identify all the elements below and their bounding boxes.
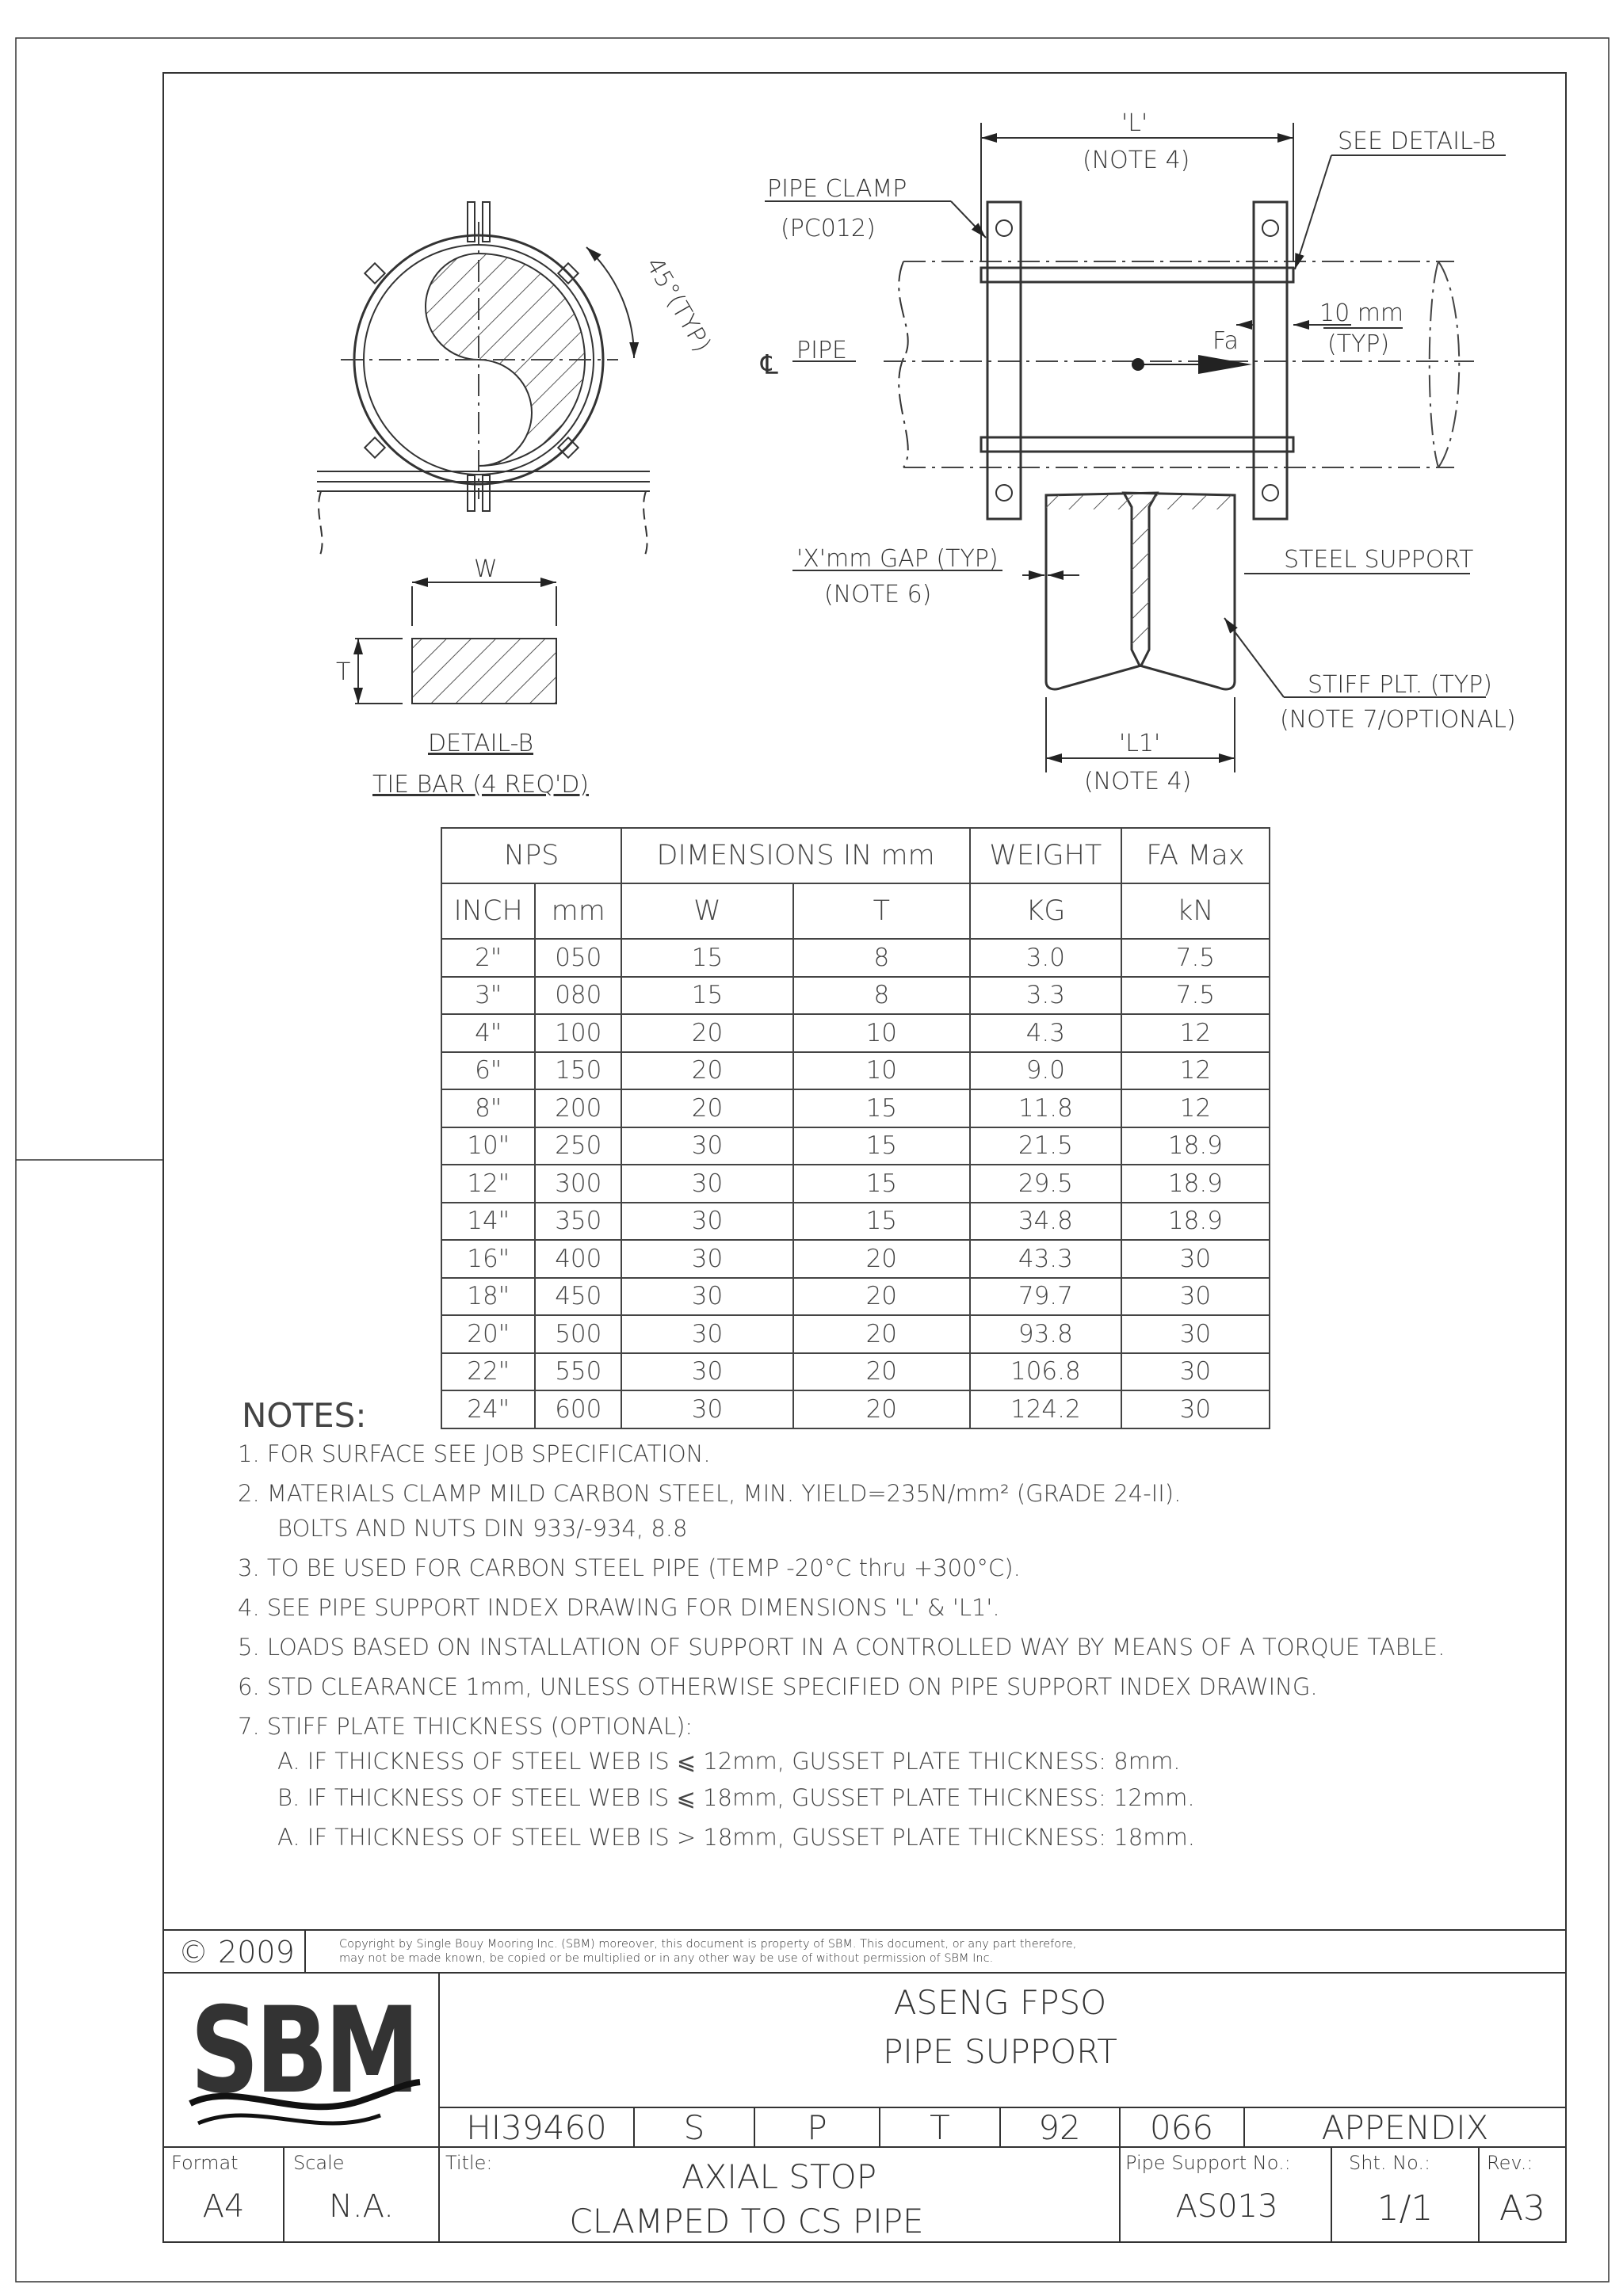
- table-cell-t: 8: [793, 977, 970, 1015]
- table-row: [441, 1203, 1270, 1241]
- table-row: [441, 1127, 1270, 1165]
- pipe-label: PIPE: [796, 337, 847, 364]
- table-cell-mm: 080: [535, 977, 621, 1015]
- code-0: HI39460: [466, 2108, 607, 2147]
- note-7a: A. IF THICKNESS OF STEEL WEB IS ⩽ 12mm, GUSSET PLATE THICKNESS: 8mm.: [277, 1748, 1181, 1775]
- table-cell-inch: 14": [441, 1203, 535, 1241]
- table-cell-w: 20: [621, 1052, 792, 1090]
- table-cell-inch: 16": [441, 1240, 535, 1278]
- code-6: APPENDIX: [1321, 2108, 1489, 2147]
- table-row: [441, 1240, 1270, 1278]
- table-cell-t: 10: [793, 1052, 970, 1090]
- elevation-view: [760, 109, 1516, 795]
- note-7: 7. STIFF PLATE THICKNESS (OPTIONAL):: [238, 1713, 693, 1740]
- notes-heading: NOTES:: [242, 1396, 367, 1435]
- support-no-label: Pipe Support No.:: [1125, 2152, 1291, 2174]
- copyright-year: © 2009: [178, 1935, 295, 1970]
- angle-label: 45°(TYP): [640, 253, 716, 357]
- note-2-continuation: BOLTS AND NUTS DIN 933/-934, 8.8: [277, 1515, 688, 1542]
- pc012-label: (PC012): [781, 215, 876, 242]
- steel-support-label: STEEL SUPPORT: [1284, 546, 1474, 574]
- note6-label: (NOTE 6): [824, 581, 932, 608]
- table-cell-w: 30: [621, 1278, 792, 1316]
- gap-label: 'X'mm GAP (TYP): [796, 545, 999, 573]
- table-cell-kg: 124.2: [970, 1390, 1121, 1428]
- copyright-line1: Copyright by Single Bouy Mooring Inc. (SBM) moreover, this document is property of SBM. This document, or any part therefore,: [339, 1938, 1077, 1951]
- table-row: [441, 1278, 1270, 1316]
- detail-t-label: T: [336, 658, 351, 686]
- code-3: T: [930, 2108, 950, 2147]
- table-cell-kg: 93.8: [970, 1315, 1121, 1353]
- table-cell-mm: 350: [535, 1203, 621, 1241]
- table-cell-kn: 7.5: [1121, 939, 1270, 977]
- note-2: 2. MATERIALS CLAMP MILD CARBON STEEL, MIN. YIELD=235N/mm² (GRADE 24-II).: [238, 1480, 1182, 1507]
- table-cell-kn: 30: [1121, 1278, 1270, 1316]
- stiff-plt-label: STIFF PLT. (TYP): [1308, 671, 1492, 699]
- detail-b: [336, 555, 589, 799]
- table-row: [441, 1052, 1270, 1090]
- copyright-line2: may not be made known, be copied or be multiplied or in any other way be use of without permission of SBM Inc.: [339, 1952, 994, 1965]
- table-row: [441, 1089, 1270, 1127]
- support-no-value: AS013: [1175, 2188, 1278, 2225]
- mm-header: mm: [535, 883, 621, 939]
- code-4: 92: [1038, 2108, 1081, 2147]
- title-line1: AXIAL STOP: [681, 2157, 877, 2196]
- dim-l-label: 'L': [1121, 109, 1148, 137]
- table-cell-mm: 400: [535, 1240, 621, 1278]
- table-cell-kg: 3.3: [970, 977, 1121, 1015]
- table-cell-w: 20: [621, 1089, 792, 1127]
- centerline-symbol: ℄: [761, 349, 778, 381]
- table-cell-inch: 4": [441, 1014, 535, 1052]
- table-cell-kg: 21.5: [970, 1127, 1121, 1165]
- table-cell-t: 15: [793, 1089, 970, 1127]
- table-cell-kn: 18.9: [1121, 1203, 1270, 1241]
- table-cell-w: 15: [621, 939, 792, 977]
- note7-label: (NOTE 7/OPTIONAL): [1280, 706, 1516, 734]
- kn-header: kN: [1121, 883, 1270, 939]
- table-cell-mm: 450: [535, 1278, 621, 1316]
- table-cell-kn: 30: [1121, 1315, 1270, 1353]
- table-cell-kg: 4.3: [970, 1014, 1121, 1052]
- table-header-row-2: [441, 883, 1270, 939]
- table-cell-t: 15: [793, 1127, 970, 1165]
- table-cell-w: 15: [621, 977, 792, 1015]
- pipe-clamp-label: PIPE CLAMP: [767, 175, 907, 203]
- table-cell-inch: 18": [441, 1278, 535, 1316]
- kg-header: KG: [970, 883, 1121, 939]
- table-cell-inch: 24": [441, 1390, 535, 1428]
- table-cell-mm: 150: [535, 1052, 621, 1090]
- dim-l1-note: (NOTE 4): [1084, 768, 1192, 795]
- table-cell-w: 30: [621, 1315, 792, 1353]
- table-cell-t: 15: [793, 1203, 970, 1241]
- table-cell-kg: 79.7: [970, 1278, 1121, 1316]
- sheet-no-label: Sht. No.:: [1349, 2152, 1431, 2174]
- dim-l1-label: 'L1': [1119, 730, 1161, 757]
- table-row: [441, 1315, 1270, 1353]
- table-row: [441, 1165, 1270, 1203]
- table-cell-t: 8: [793, 939, 970, 977]
- scale-label: Scale: [293, 2152, 345, 2174]
- format-value: A4: [202, 2188, 245, 2225]
- project-subject: PIPE SUPPORT: [883, 2032, 1117, 2071]
- notes-list: [238, 1401, 1545, 1857]
- table-cell-mm: 550: [535, 1353, 621, 1391]
- table-cell-kg: 3.0: [970, 939, 1121, 977]
- title-label: Title:: [445, 2152, 493, 2174]
- table-cell-t: 20: [793, 1353, 970, 1391]
- code-5: 066: [1149, 2108, 1214, 2147]
- table-cell-inch: 10": [441, 1127, 535, 1165]
- table-cell-mm: 050: [535, 939, 621, 977]
- table-cell-w: 30: [621, 1390, 792, 1428]
- note-7c: A. IF THICKNESS OF STEEL WEB IS > 18mm, GUSSET PLATE THICKNESS: 18mm.: [277, 1824, 1195, 1851]
- table-cell-inch: 12": [441, 1165, 535, 1203]
- table-cell-w: 30: [621, 1203, 792, 1241]
- table-cell-kn: 12: [1121, 1052, 1270, 1090]
- table-cell-t: 10: [793, 1014, 970, 1052]
- table-row: [441, 977, 1270, 1015]
- table-row: [441, 1014, 1270, 1052]
- note-7b: B. IF THICKNESS OF STEEL WEB IS ⩽ 18mm, GUSSET PLATE THICKNESS: 12mm.: [277, 1784, 1195, 1811]
- typ-label: (TYP): [1327, 330, 1390, 358]
- table-cell-w: 30: [621, 1353, 792, 1391]
- table-cell-kg: 29.5: [970, 1165, 1121, 1203]
- table-cell-t: 20: [793, 1390, 970, 1428]
- tie-bar-title: TIE BAR (4 REQ'D): [372, 771, 590, 799]
- table-cell-inch: 22": [441, 1353, 535, 1391]
- table-cell-kn: 30: [1121, 1390, 1270, 1428]
- table-cell-inch: 20": [441, 1315, 535, 1353]
- fa-max-header: FA Max: [1121, 828, 1270, 883]
- note-5: 5. LOADS BASED ON INSTALLATION OF SUPPORT IN A CONTROLLED WAY BY MEANS OF A TORQUE TABLE.: [238, 1634, 1445, 1661]
- note-4: 4. SEE PIPE SUPPORT INDEX DRAWING FOR DIMENSIONS 'L' & 'L1'.: [238, 1594, 1000, 1621]
- table-cell-mm: 300: [535, 1165, 621, 1203]
- detail-w-label: W: [474, 555, 498, 583]
- table-cell-kg: 9.0: [970, 1052, 1121, 1090]
- table-cell-kg: 106.8: [970, 1353, 1121, 1391]
- table-cell-kg: 43.3: [970, 1240, 1121, 1278]
- table-cell-mm: 250: [535, 1127, 621, 1165]
- t-header: T: [793, 883, 970, 939]
- table-cell-kn: 30: [1121, 1240, 1270, 1278]
- scale-value: N.A.: [328, 2188, 395, 2225]
- inch-header: INCH: [441, 883, 535, 939]
- table-cell-inch: 6": [441, 1052, 535, 1090]
- table-cell-kn: 7.5: [1121, 977, 1270, 1015]
- table-cell-t: 15: [793, 1165, 970, 1203]
- see-detail-label: SEE DETAIL-B: [1338, 128, 1496, 155]
- table-body: [441, 939, 1270, 1428]
- dimension-table: [441, 827, 1270, 1429]
- table-cell-inch: 3": [441, 977, 535, 1015]
- table-cell-kn: 18.9: [1121, 1165, 1270, 1203]
- sheet-no-value: 1/1: [1377, 2188, 1434, 2229]
- table-cell-kn: 12: [1121, 1014, 1270, 1052]
- table-cell-mm: 500: [535, 1315, 621, 1353]
- ten-mm-label: 10 mm: [1319, 299, 1404, 327]
- detail-b-title: DETAIL-B: [428, 730, 534, 757]
- table-cell-kn: 30: [1121, 1353, 1270, 1391]
- sbm-logo: [190, 1982, 420, 2123]
- nps-header: NPS: [441, 828, 621, 883]
- code-2: P: [807, 2108, 827, 2147]
- table-cell-w: 30: [621, 1165, 792, 1203]
- rev-value: A3: [1499, 2188, 1546, 2229]
- weight-header: WEIGHT: [970, 828, 1121, 883]
- table-cell-mm: 200: [535, 1089, 621, 1127]
- rev-label: Rev.:: [1487, 2152, 1533, 2174]
- dimensions-header: DIMENSIONS IN mm: [621, 828, 970, 883]
- table-cell-mm: 600: [535, 1390, 621, 1428]
- table-cell-t: 20: [793, 1315, 970, 1353]
- table-row: [441, 939, 1270, 977]
- w-header: W: [621, 883, 792, 939]
- fa-label: Fa: [1212, 327, 1239, 355]
- table-row: [441, 1353, 1270, 1391]
- table-cell-t: 20: [793, 1240, 970, 1278]
- title-line2: CLAMPED TO CS PIPE: [569, 2202, 924, 2241]
- table-cell-kn: 12: [1121, 1089, 1270, 1127]
- dim-l-note: (NOTE 4): [1083, 147, 1190, 174]
- table-cell-kg: 11.8: [970, 1089, 1121, 1127]
- note-1: 1. FOR SURFACE SEE JOB SPECIFICATION.: [238, 1440, 711, 1467]
- svg-text:SBM: SBM: [190, 1982, 416, 2120]
- table-cell-inch: 8": [441, 1089, 535, 1127]
- format-label: Format: [171, 2152, 239, 2174]
- note-3: 3. TO BE USED FOR CARBON STEEL PIPE (TEMP -20°C thru +300°C).: [238, 1554, 1021, 1581]
- table-cell-inch: 2": [441, 939, 535, 977]
- table-cell-t: 20: [793, 1278, 970, 1316]
- table-cell-mm: 100: [535, 1014, 621, 1052]
- note-6: 6. STD CLEARANCE 1mm, UNLESS OTHERWISE SPECIFIED ON PIPE SUPPORT INDEX DRAWING.: [238, 1673, 1318, 1700]
- project-name: ASENG FPSO: [893, 1983, 1107, 2022]
- table-header-row-1: [441, 828, 1270, 883]
- table-cell-kn: 18.9: [1121, 1127, 1270, 1165]
- table-cell-w: 30: [621, 1240, 792, 1278]
- table-cell-w: 30: [621, 1127, 792, 1165]
- table-cell-kg: 34.8: [970, 1203, 1121, 1241]
- code-1: S: [683, 2108, 705, 2147]
- table-cell-w: 20: [621, 1014, 792, 1052]
- section-view: [317, 202, 716, 559]
